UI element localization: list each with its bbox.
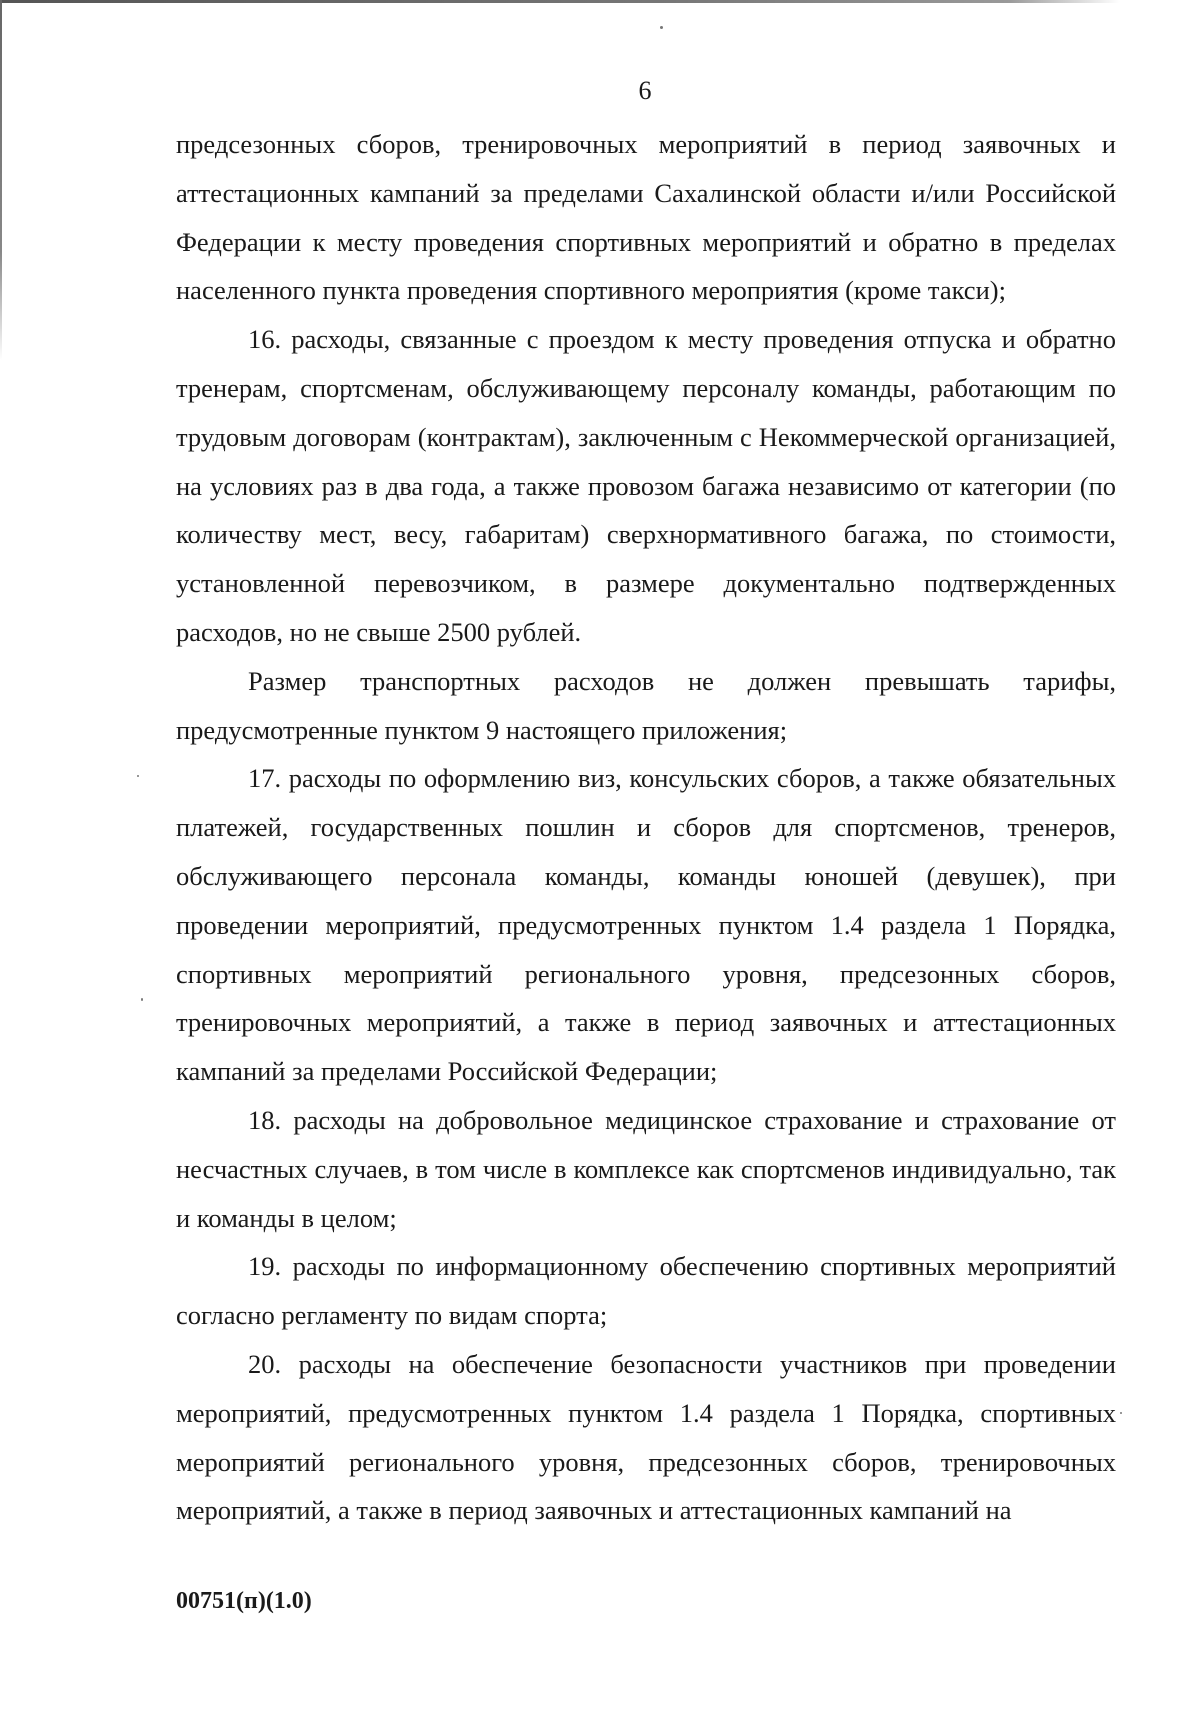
scan-edge-top: [0, 0, 1120, 3]
paragraph: Размер транспортных расходов не должен превышать тарифы, предусмотренные пунктом 9 настоящего приложения;: [176, 665, 1116, 745]
scan-speck: [660, 26, 663, 29]
paragraph-item-16: 16. расходы, связанные с проездом к месту проведения отпуска и обратно тренерам, спортсменам, обслуживающему персоналу команды, работающим по трудовым договорам (контрактам), заключенным с Некоммерческой организацией, на условиях раз в два года, а также провозом багажа независимо от категории (по количеству мест, весу, габаритам) сверхнормативного багажа, по стоимости, установленной перевозчиком, в размере документально подтвержденных расходов, но не свыше 2500 рублей.: [176, 324, 1116, 647]
scan-speck: [1120, 1412, 1122, 1414]
page-number: 6: [638, 76, 652, 105]
paragraph-item-20: 20. расходы на обеспечение безопасности участников при проведении мероприятий, предусмотренных пунктом 1.4 раздела 1 Порядка, спортивных мероприятий регионального уровня, предсезонных сборов, тренировочных мероприятий, а также в период заявочных и аттестационных кампаний на: [176, 1348, 1116, 1526]
document-code: 00751(п)(1.0): [176, 1588, 312, 1614]
paragraph-item-19: 19. расходы по информационному обеспечению спортивных мероприятий согласно регламенту по видам спорта;: [176, 1251, 1116, 1331]
paragraph-item-18: 18. расходы на добровольное медицинское страхование и страхование от несчастных случаев, в том числе в комплексе как спортсменов индивидуально, так и команды в целом;: [176, 1104, 1116, 1233]
paragraph-item-17: 17. расходы по оформлению виз, консульских сборов, а также обязательных платежей, государственных пошлин и сборов для спортсменов, тренеров, обслуживающего персонала команды, команды юношей (девушек), при проведении мероприятий, предусмотренных пунктом 1.4 раздела 1 Порядка, спортивных мероприятий регионального уровня, предсезонных сборов, тренировочных мероприятий, а также в период заявочных и аттестационных кампаний за пределами Российской Федерации;: [176, 763, 1116, 1087]
document-body: [176, 120, 1116, 1535]
scan-speck: [141, 998, 143, 1001]
scan-edge-left: [0, 0, 2, 360]
scan-speck: [137, 775, 139, 777]
paragraph: предсезонных сборов, тренировочных мероприятий в период заявочных и аттестационных кампаний за пределами Сахалинской области и/или Российской Федерации к месту проведения спортивных мероприятий и обратно в пределах населенного пункта проведения спортивного мероприятия (кроме такси);: [176, 129, 1116, 306]
